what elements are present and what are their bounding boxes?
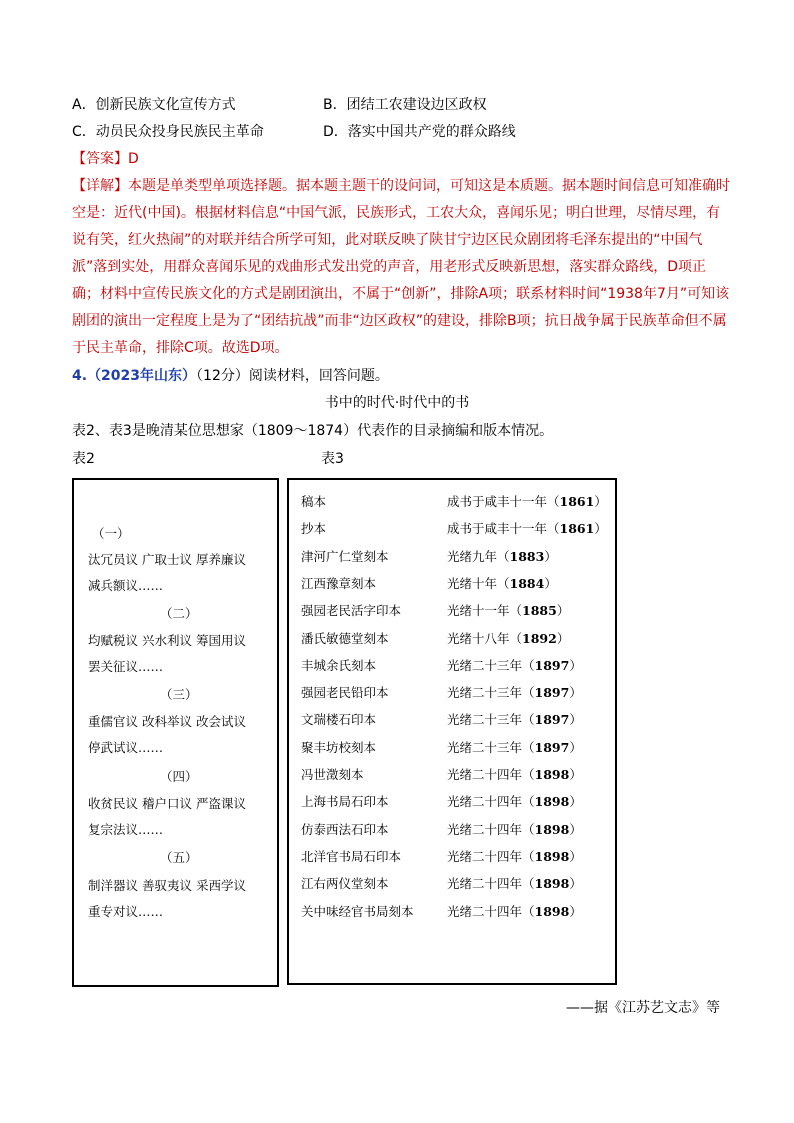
table3-year: 1898 <box>534 767 570 782</box>
table3-date <box>447 683 582 701</box>
table3-edition: 潘氏敏德堂刻本 <box>301 630 389 646</box>
table3-date <box>447 847 582 865</box>
table2-line: 罢关征议…… <box>88 659 164 674</box>
table3-year: 1898 <box>534 821 570 837</box>
option-b: B．团结工农建设边区政权 <box>323 97 487 113</box>
table3-year: 1884 <box>509 575 545 591</box>
table3-year: 1898 <box>534 848 570 864</box>
table3-year: 1885 <box>522 603 557 619</box>
table3-date-text: 光绪二十三年（ <box>447 739 535 755</box>
table3-date <box>447 656 582 674</box>
table3-date-close: ） <box>556 630 570 646</box>
table3-date-text: 光绪二十四年（ <box>447 767 535 782</box>
table3-date-close: ） <box>569 903 582 919</box>
option-c: C．动员民众投身民族民主革命 <box>72 124 264 140</box>
table3-date-text: 光绪二十三年（ <box>447 712 535 728</box>
table3-date <box>447 874 582 892</box>
table2-line: 重专对议…… <box>88 904 164 919</box>
table3-year: 1898 <box>534 903 570 919</box>
table3-date-close: ） <box>569 712 582 728</box>
table3-year: 1897 <box>534 657 570 673</box>
citation: ——据《江苏艺文志》等 <box>566 1000 720 1016</box>
table3-edition: 江右两仪堂刻本 <box>301 876 389 892</box>
table3-label: 表3 <box>321 451 344 467</box>
table3-year: 1883 <box>509 548 545 564</box>
table3-date-close: ） <box>569 767 582 782</box>
table2-line: 收贫民议 稽户口议 严盗课议 <box>88 796 246 811</box>
table3-date-text: 光绪十一年（ <box>447 603 523 619</box>
table3-date <box>447 902 582 920</box>
table3-edition: 上海书局石印本 <box>301 794 389 810</box>
table3-date-close: ） <box>569 821 582 837</box>
table3-date-text: 光绪九年（ <box>447 548 510 564</box>
table2-section-head: （二） <box>160 606 198 621</box>
table3-year: 1897 <box>534 685 570 701</box>
option-d: D．落实中国共产党的群众路线 <box>323 124 516 140</box>
table3-date <box>447 519 607 537</box>
table3-date-text: 成书于咸丰十一年（ <box>447 494 560 509</box>
table3-date-close: ） <box>569 739 582 755</box>
table3-edition: 文瑞楼石印本 <box>301 712 377 728</box>
table3-date-close: ） <box>544 575 557 591</box>
table3-date-close: ） <box>556 603 570 619</box>
table3-year: 1861 <box>559 494 595 509</box>
material-title: 书中的时代·时代中的书 <box>324 395 470 411</box>
table3-year: 1898 <box>534 794 570 810</box>
table3-edition: 抄本 <box>301 521 327 537</box>
table3-edition: 强园老民铅印本 <box>301 685 389 701</box>
answer-tag: 【答案】 <box>72 151 128 167</box>
table3-date <box>447 547 557 565</box>
table3-date-text: 光绪十年（ <box>447 575 510 591</box>
table3-date <box>447 492 607 510</box>
table3-date-text: 光绪二十四年（ <box>447 876 535 892</box>
table3-year: 1861 <box>559 521 595 537</box>
table3-box <box>287 478 617 985</box>
table2-line: 均赋税议 兴水利议 筹国用议 <box>88 633 246 648</box>
option-a: A．创新民族文化宣传方式 <box>72 97 236 113</box>
table3-edition: 强园老民活字印本 <box>301 603 402 619</box>
answer-line <box>72 146 139 172</box>
table3-date-text: 光绪二十三年（ <box>447 657 535 673</box>
table3-date <box>447 710 582 728</box>
table3-date-close: ） <box>569 685 582 701</box>
table2-line: 制洋器议 善驭夷议 采西学议 <box>88 878 246 893</box>
table3-edition: 聚丰坊校刻本 <box>301 739 377 755</box>
table2-section-head: （五） <box>160 850 198 865</box>
table3-date-close: ） <box>544 548 557 564</box>
table3-date-text: 光绪二十三年（ <box>447 685 535 701</box>
table3-date <box>447 765 582 783</box>
table3-date-close: ） <box>594 521 607 537</box>
table2-label: 表2 <box>72 451 95 467</box>
table2-section-head: （一） <box>92 526 130 541</box>
table2-line: 复宗法议…… <box>88 822 164 837</box>
table3-date <box>447 629 569 647</box>
table2-section-head: （三） <box>160 687 198 702</box>
table3-date-close: ） <box>569 794 582 810</box>
table3-date <box>447 820 582 838</box>
table3-date-close: ） <box>569 657 582 673</box>
table3-edition: 丰城余氏刻本 <box>301 657 377 673</box>
table3-date <box>447 738 582 756</box>
question-prompt: （12分）阅读材料，回答问题。 <box>196 368 389 384</box>
table2-line: 停武试议…… <box>88 740 164 755</box>
table3-date-close: ） <box>569 876 582 892</box>
explanation-tag: 【详解】 <box>72 178 128 194</box>
table3-date <box>447 601 569 619</box>
question-source: （2023年山东） <box>87 368 197 384</box>
table2-section-head: （四） <box>160 769 198 784</box>
table2-line: 重儒官议 改科举议 改会试议 <box>88 714 246 729</box>
table3-edition: 仿泰西法石印本 <box>301 821 389 837</box>
table3-date-text: 光绪二十四年（ <box>447 848 535 864</box>
table3-year: 1898 <box>534 876 570 892</box>
table3-date <box>447 792 582 810</box>
table3-date-close: ） <box>594 494 607 509</box>
explanation-body: 本题是单类型单项选择题。据本题主题干的设问词，可知这是本质题。据本题时间信息可知准确时空是：近代(中国)。根据材料信息“中国气派，民族形式，工农大众，喜闻乐见；明白世理，尽情尽理，有说有笑，红火热闹”的对联并结合所学可知，此对联反映了陕甘宁边区民众剧团将毛泽东提出的“中国气派”落到实处，用群众喜闻乐见的戏曲形式发出党的声音，用老形式反映新思想，落实群众路线，D项正确；材料中宣传民族文化的方式是剧团演出，不属于“创新”，排除A项；联系材料时间“1938年7月”可知该剧团的演出一定程度上是为了“团结抗战”而非“边区政权”的建设，排除B项；抗日战争属于民族革命但不属于民主革命，排除C项。故选D项。 <box>72 178 730 356</box>
table3-date-text: 光绪二十四年（ <box>447 821 535 837</box>
table3-year: 1897 <box>534 712 570 728</box>
table3-date-text: 光绪十八年（ <box>447 630 523 646</box>
table2-line: 减兵额议…… <box>88 578 164 593</box>
table2-box <box>72 478 279 987</box>
table3-date-close: ） <box>569 848 582 864</box>
table3-date <box>447 574 557 592</box>
table3-edition: 北洋官书局石印本 <box>301 848 402 864</box>
question-4-header <box>72 363 389 389</box>
table3-edition: 稿本 <box>301 494 327 509</box>
table3-edition: 江西豫章刻本 <box>301 575 377 591</box>
table3-date-text: 成书于咸丰十一年（ <box>447 521 560 537</box>
table3-date-text: 光绪二十四年（ <box>447 903 535 919</box>
table3-date-text: 光绪二十四年（ <box>447 794 535 810</box>
material-intro: 表2、表3是晚清某位思想家（1809～1874）代表作的目录摘编和版本情况。 <box>72 423 554 439</box>
explanation <box>72 173 732 362</box>
question-number: 4. <box>72 368 88 384</box>
table3-edition: 津河广仁堂刻本 <box>301 548 389 564</box>
table3-year: 1892 <box>522 630 557 646</box>
table2-line: 汰冗员议 广取士议 厚养廉议 <box>88 552 246 567</box>
table3-edition: 冯世澂刻本 <box>301 767 364 782</box>
table3-edition: 关中味经官书局刻本 <box>301 903 414 919</box>
table3-year: 1897 <box>534 739 570 755</box>
answer-value: D <box>128 151 139 167</box>
